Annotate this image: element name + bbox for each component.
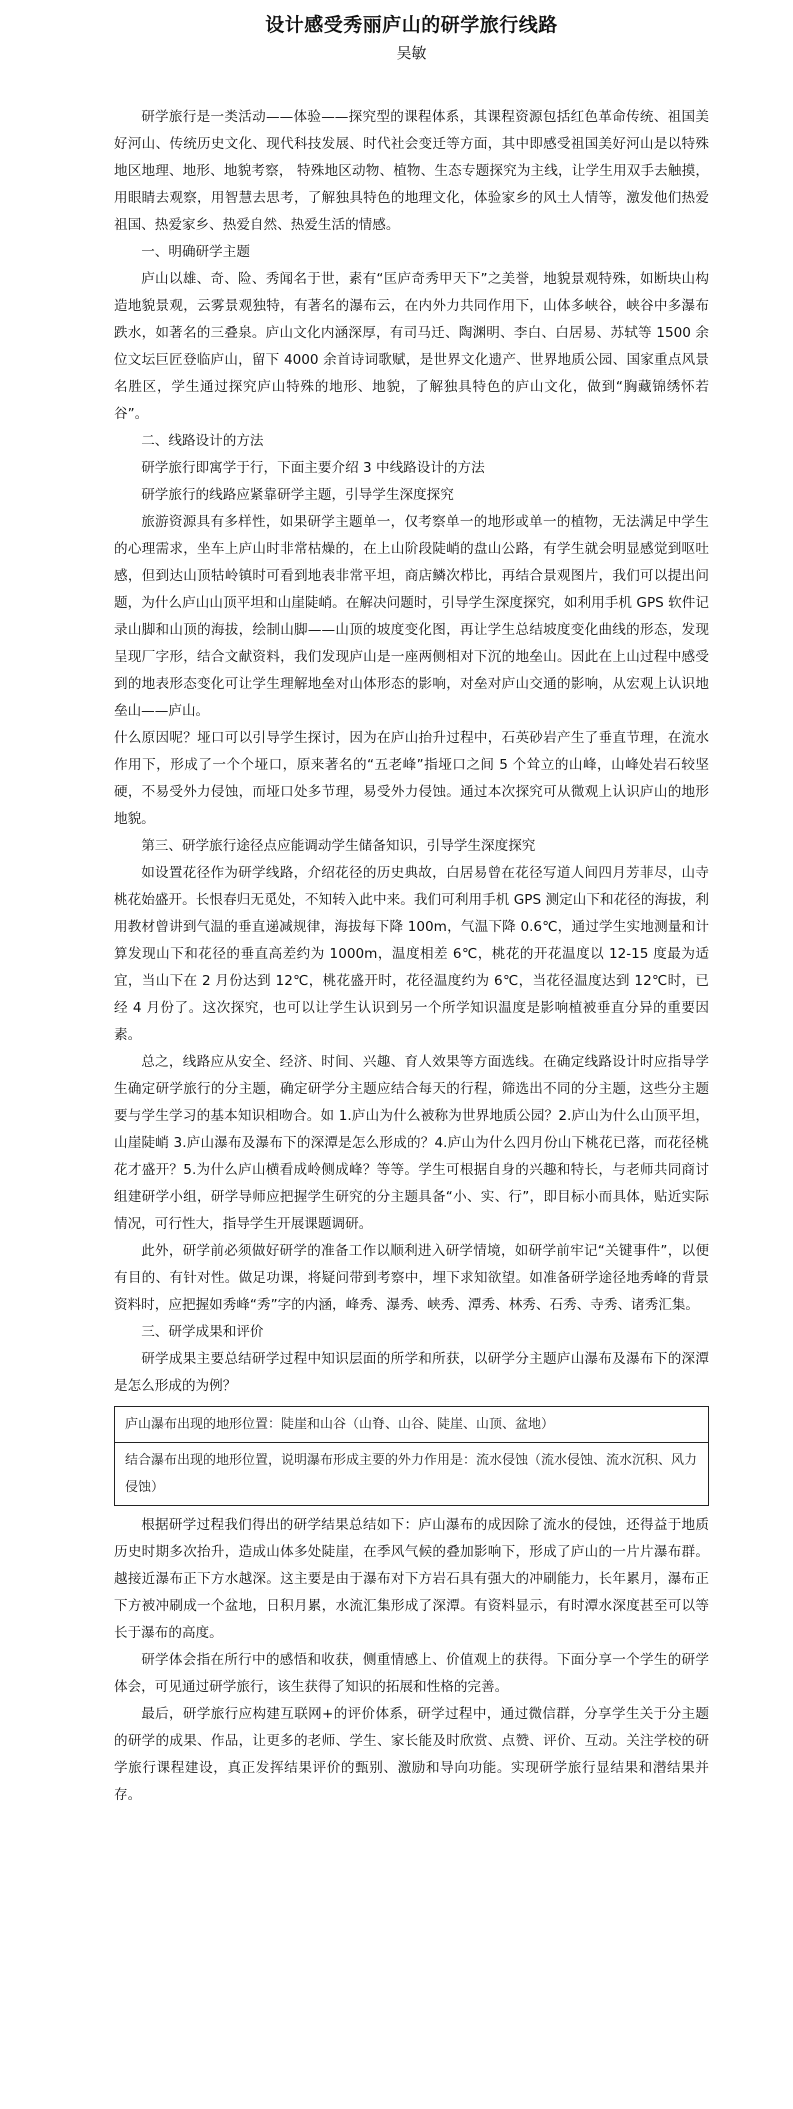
section3-paragraph-3: 最后，研学旅行应构建互联网+的评价体系，研学过程中，通过微信群，分享学生关于分主题的研学的成果、作品，让更多的老师、学生、家长能及时欣赏、点赞、评价、互动。关注学校的研学旅行课程建设，真正发挥结果评价的甄别、激励和导向功能。实现研学旅行显结果和潜结果并存。 bbox=[114, 1706, 709, 1803]
section3-paragraph-1: 根据研学过程我们得出的研学结果总结如下：庐山瀑布的成因除了流水的侵蚀，还得益于地质历史时期多次抬升，造成山体多处陡崖，在季风气候的叠加影响下，形成了庐山的一片片瀑布群。越接近瀑布正下方水越深。这主要是由于瀑布对下方岩石具有强大的冲刷能力，长年累月，瀑布正下方被冲刷成一个盆地，日积月累，水流汇集形成了深潭。有资料显示，有时潭水深度甚至可以等长于瀑布的高度。 bbox=[114, 1517, 709, 1641]
result-box-landform: 庐山瀑布出现的地形位置：陡崖和山谷（山脊、山谷、陡崖、山顶、盆地） bbox=[114, 1406, 709, 1443]
section2-heading: 二、线路设计的方法 bbox=[141, 433, 264, 449]
page-title: 设计感受秀丽庐山的研学旅行线路 bbox=[265, 14, 558, 36]
intro-paragraph: 研学旅行是一类活动——体验——探究型的课程体系，其课程资源包括红色革命传统、祖国美好河山、传统历史文化、现代科技发展、时代社会变迁等方面，其中即感受祖国美好河山是以特殊地区地理、地形、地貌考察， 特殊地区动物、植物、生态专题探究为主线，让学生用双手去触摸，用眼睛去观察，用智慧去思考，了解独具特色的地理文化，体验家乡的风土人情等，激发他们热爱祖国、热爱家乡、热爱自然、热爱生活的情感。 bbox=[114, 109, 709, 233]
section3-heading: 三、研学成果和评价 bbox=[141, 1324, 264, 1340]
section2-subheading-3: 第三、研学旅行途径点应能调动学生储备知识，引导学生深度探究 bbox=[141, 838, 536, 854]
section1-heading: 一、明确研学主题 bbox=[141, 244, 250, 260]
section2-lead: 研学旅行即寓学于行，下面主要介绍 3 中线路设计的方法 bbox=[141, 460, 485, 476]
author-name: 吴敏 bbox=[396, 44, 427, 62]
section2-paragraph-2: 什么原因呢？垭口可以引导学生探讨，因为在庐山抬升过程中，石英砂岩产生了垂直节理，在流水作用下，形成了一个个垭口，原来著名的“五老峰”指垭口之间 5 个耸立的山峰，山峰处岩石较坚硬，不易受外力侵蚀，而垭口处多节理，易受外力侵蚀。通过本次探究可从微观上认识庐山的地形地貌。 bbox=[114, 730, 709, 827]
section2-paragraph-5: 此外，研学前必须做好研学的准备工作以顺利进入研学情境，如研学前牢记“关键事件”，以便有目的、有针对性。做足功课，将疑问带到考察中，埋下求知欲望。如准备研学途径地秀峰的背景资料时，应把握如秀峰“秀”字的内涵，峰秀、瀑秀、峡秀、潭秀、林秀、石秀、寺秀、诸秀汇集。 bbox=[114, 1243, 709, 1313]
result-box-erosion: 结合瀑布出现的地形位置，说明瀑布形成主要的外力作用是：流水侵蚀（流水侵蚀、流水沉积、风力侵蚀） bbox=[114, 1443, 709, 1506]
section1-paragraph: 庐山以雄、奇、险、秀闻名于世，素有“匡庐奇秀甲天下”之美誉，地貌景观特殊，如断块山构造地貌景观，云雾景观独特，有著名的瀑布云，在内外力共同作用下，山体多峡谷，峡谷中多瀑布跌水，如著名的三叠泉。庐山文化内涵深厚，有司马迁、陶渊明、李白、白居易、苏轼等 1500 余位文坛巨匠登临庐山，留下 4000 余首诗词歌赋，是世界文化遗产、世界地质公园、国家重点风景名胜区，学生通过探究庐山特殊的地形、地貌，了解独具特色的庐山文化，做到“胸藏锦绣怀若谷”。 bbox=[114, 271, 709, 422]
section2-paragraph-1: 旅游资源具有多样性，如果研学主题单一，仅考察单一的地形或单一的植物，无法满足中学生的心理需求，坐车上庐山时非常枯燥的，在上山阶段陡峭的盘山公路，有学生就会明显感觉到呕吐感，但到达山顶牯岭镇时可看到地表非常平坦，商店鳞次栉比，再结合景观图片，我们可以提出问题，为什么庐山山顶平坦和山崖陡峭。在解决问题时，引导学生深度探究，如利用手机 GPS 软件记录山脚和山顶的海拔，绘制山脚——山顶的坡度变化图，再让学生总结坡度变化曲线的形态，发现呈现厂字形，结合文献资料，我们发现庐山是一座两侧相对下沉的地垒山。因此在上山过程中感受到的地表形态变化可让学生理解地垒对山体形态的影响，对垒对庐山交通的影响，从宏观上认识地垒山——庐山。 bbox=[114, 514, 709, 719]
section2-paragraph-4: 总之，线路应从安全、经济、时间、兴趣、育人效果等方面选线。在确定线路设计时应指导学生确定研学旅行的分主题，确定研学分主题应结合每天的行程，筛选出不同的分主题，这些分主题要与学生学习的基本知识相吻合。如 1.庐山为什么被称为世界地质公园？2.庐山为什么山顶平坦，山崖陡峭 3.庐山瀑布及瀑布下的深潭是怎么形成的？4.庐山为什么四月份山下桃花已落，而花径桃花才盛开？5.为什么庐山横看成岭侧成峰？等等。学生可根据自身的兴趣和特长，与老师共同商讨组建研学小组，研学导师应把握学生研究的分主题具备“小、实、行”，即目标小而具体，贴近实际情况，可行性大，指导学生开展课题调研。 bbox=[114, 1054, 709, 1232]
section2-subheading-1: 研学旅行的线路应紧靠研学主题，引导学生深度探究 bbox=[141, 487, 454, 503]
section2-paragraph-3: 如设置花径作为研学线路，介绍花径的历史典故，白居易曾在花径写道人间四月芳菲尽，山寺桃花始盛开。长恨春归无觅处，不知转入此中来。我们可利用手机 GPS 测定山下和花径的海拔，利用教材曾讲到气温的垂直递减规律，海拔每下降 100m，气温下降 0.6℃，通过学生实地测量和计算发现山下和花径的垂直高差约为 1000m，温度相差 6℃，桃花的开花温度以 12-15 度最为适宜，当山下在 2 月份达到 12℃，桃花盛开时，花径温度约为 6℃，当花径温度达到 12℃时，已经 4 月份了。这次探究，也可以让学生认识到另一个所学知识温度是影响植被垂直分异的重要因素。 bbox=[114, 865, 709, 1043]
section3-paragraph-2: 研学体会指在所行中的感悟和收获，侧重情感上、价值观上的获得。下面分享一个学生的研学体会，可见通过研学旅行，该生获得了知识的拓展和性格的完善。 bbox=[114, 1652, 709, 1695]
section3-lead: 研学成果主要总结研学过程中知识层面的所学和所获，以研学分主题庐山瀑布及瀑布下的深潭是怎么形成的为例？ bbox=[114, 1351, 709, 1394]
